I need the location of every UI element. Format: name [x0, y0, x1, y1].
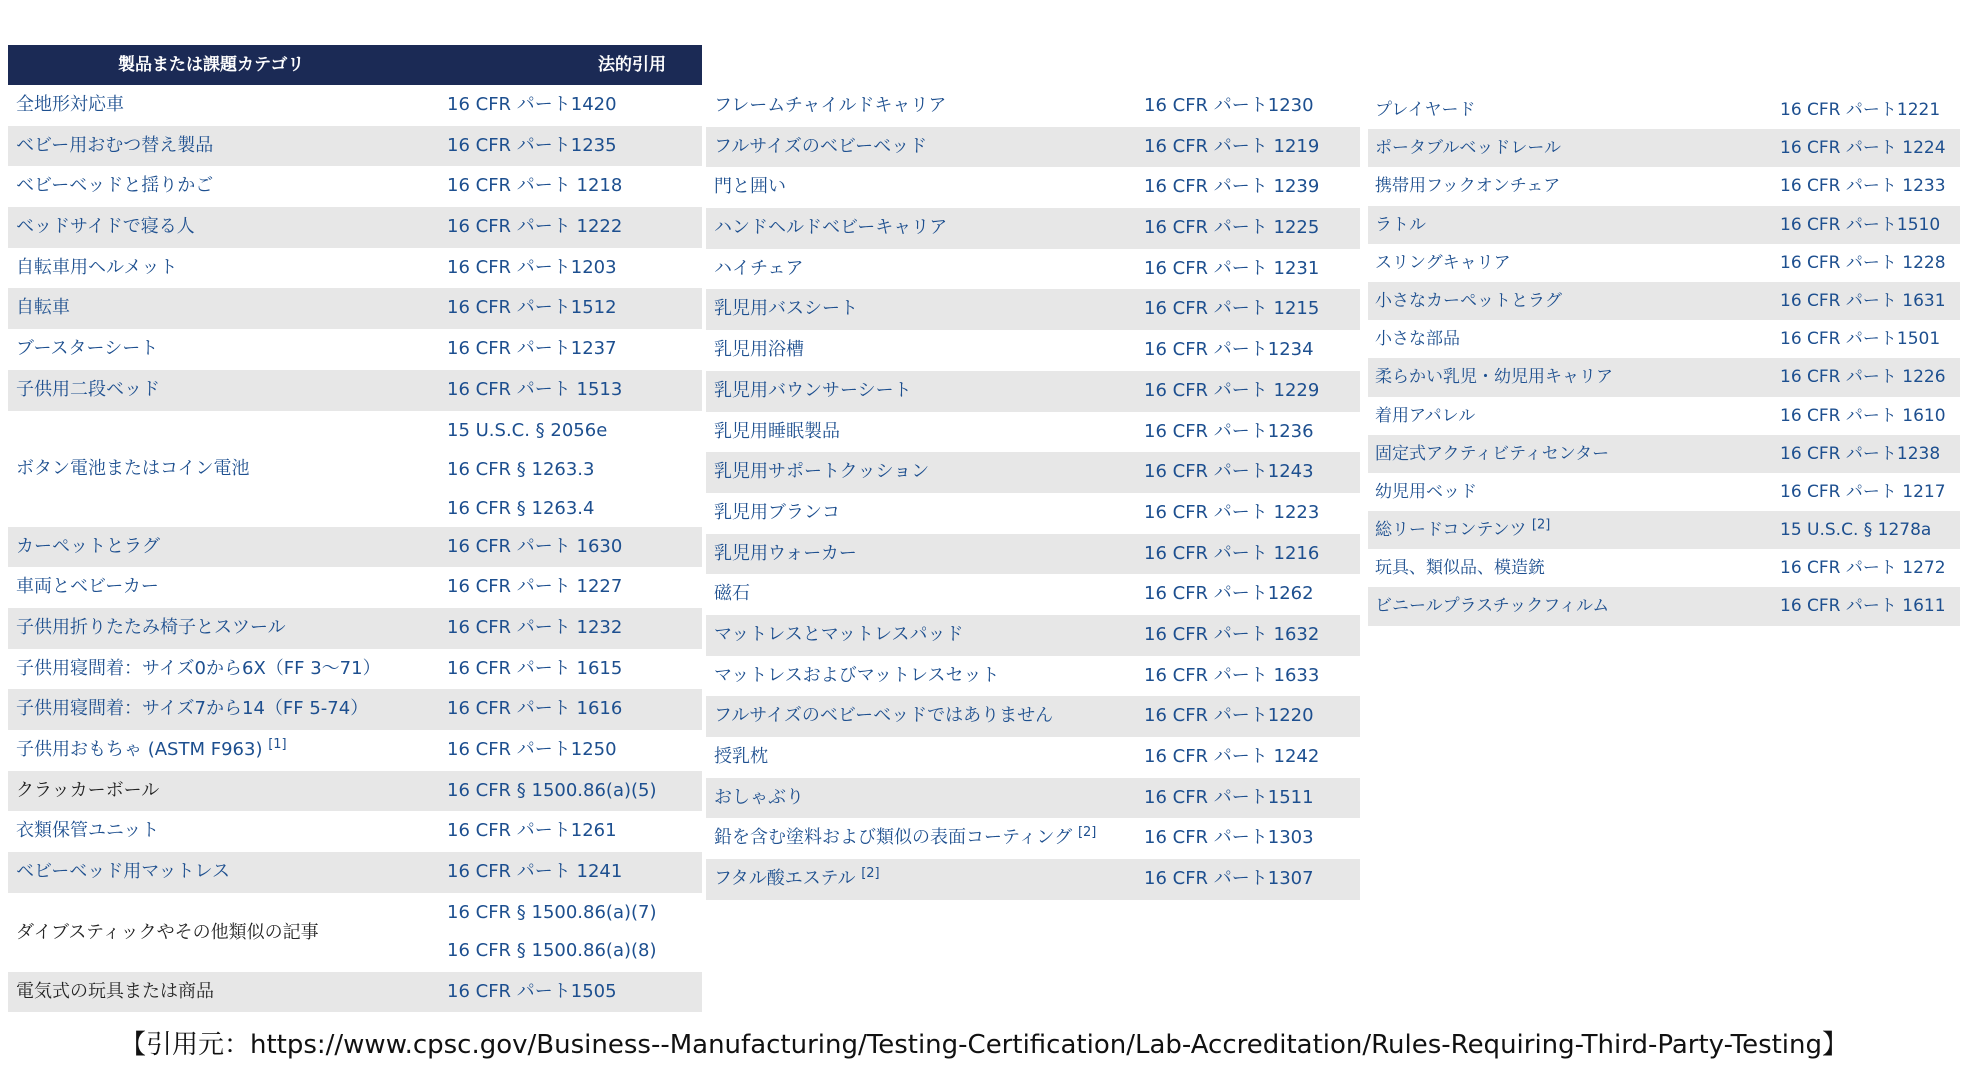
- citation-link[interactable]: 16 CFR § 1263.4: [447, 497, 595, 519]
- table-row: [1368, 91, 1960, 129]
- citation-link[interactable]: 16 CFR パート 1616: [447, 698, 623, 720]
- table-column-3: [1368, 91, 1960, 626]
- citation-link[interactable]: 16 CFR パート 1241: [447, 861, 623, 882]
- table-row: [706, 86, 1360, 127]
- citation-link[interactable]: 16 CFR パート1243: [1144, 461, 1314, 483]
- citation-link[interactable]: 15 U.S.C. § 2056e: [447, 419, 608, 441]
- citation-link[interactable]: 16 CFR パート1303: [1144, 827, 1314, 849]
- category-name: 玩具、類似品、模造銃: [1375, 558, 1545, 579]
- category-name: 授乳枕: [714, 746, 768, 767]
- category-name: 車両とベビーカー: [16, 576, 159, 598]
- table-row: [1368, 587, 1960, 625]
- category-name: ハイチェア: [714, 257, 804, 279]
- table-row: [8, 689, 702, 730]
- category-name: プレイヤード: [1375, 100, 1476, 120]
- citation-link[interactable]: 16 CFR パート 1611: [1780, 596, 1946, 617]
- citation-link[interactable]: 16 CFR パート 1225: [1144, 217, 1320, 239]
- table-row: [1368, 320, 1960, 358]
- citation-link[interactable]: 16 CFR パート1250: [447, 738, 617, 760]
- citation-link[interactable]: 16 CFR パート1307: [1144, 868, 1314, 890]
- citation-link[interactable]: 16 CFR パート 1610: [1780, 405, 1946, 426]
- table-row: [706, 371, 1360, 412]
- category-name: フルサイズのベビーベッドではありません: [714, 705, 1054, 727]
- table-row: [706, 656, 1360, 697]
- table-row: [1368, 473, 1960, 511]
- table-row: [8, 411, 702, 527]
- table-row: [1368, 358, 1960, 396]
- citation-link[interactable]: 16 CFR § 1500.86(a)(7): [447, 901, 657, 923]
- table-row: [706, 737, 1360, 778]
- citation-link[interactable]: 15 U.S.C. § 1278a: [1780, 520, 1932, 541]
- table-row: [706, 208, 1360, 249]
- table-row: [8, 972, 702, 1013]
- table-row: [1368, 435, 1960, 473]
- citation-link[interactable]: 16 CFR パート 1226: [1780, 367, 1946, 388]
- table-row: [8, 811, 702, 852]
- citation-link[interactable]: 16 CFR パート 1224: [1780, 138, 1946, 159]
- category-name: 自転車: [16, 297, 70, 319]
- citation-link[interactable]: 16 CFR パート1505: [447, 980, 617, 1002]
- citation-link[interactable]: 16 CFR パート1510: [1780, 214, 1941, 235]
- citation-link[interactable]: 16 CFR パート 1215: [1144, 298, 1320, 320]
- citation-link[interactable]: 16 CFR パート1235: [447, 134, 617, 156]
- category-name: ボタン電池またはコイン電池: [16, 457, 250, 479]
- citation-link[interactable]: 16 CFR パート 1630: [447, 535, 623, 557]
- citation-link[interactable]: 16 CFR § 1263.3: [447, 458, 595, 480]
- citation-link[interactable]: 16 CFR パート 1217: [1780, 481, 1946, 502]
- category-name: 乳児用睡眠製品: [714, 420, 840, 442]
- category-name: 電気式の玩具または商品: [16, 980, 214, 1002]
- citation-link[interactable]: 16 CFR パート1501: [1780, 329, 1941, 350]
- citation-link[interactable]: 16 CFR パート 1242: [1144, 746, 1320, 767]
- table-row: [8, 207, 702, 248]
- citation-link[interactable]: 16 CFR パート1262: [1144, 583, 1314, 605]
- citation-link[interactable]: 16 CFR § 1500.86(a)(8): [447, 939, 657, 961]
- citation-link[interactable]: 16 CFR パート1238: [1780, 443, 1941, 464]
- table-row: [1368, 206, 1960, 244]
- citation-link[interactable]: 16 CFR パート 1222: [447, 216, 623, 238]
- table-row: [706, 289, 1360, 330]
- table-row: [8, 771, 702, 812]
- footnote-ref[interactable]: [2]: [1077, 825, 1097, 841]
- category-name: 幼児用ベッド: [1375, 481, 1477, 502]
- table-row: [8, 649, 702, 690]
- citation-link[interactable]: 16 CFR パート 1223: [1144, 501, 1320, 523]
- category-name: カーペットとラグ: [16, 535, 160, 557]
- source-citation: 【引用元：https://www.cpsc.gov/Business--Manufacturing/Testing-Certification/Lab-Accreditation/Rules-Requiring-Third-Party-Testing】: [119, 1030, 1849, 1060]
- citation-link[interactable]: 16 CFR パート1236: [1144, 420, 1314, 442]
- table-header: [8, 45, 702, 85]
- category-name: 乳児用ウォーカー: [714, 542, 857, 564]
- category-name: 鉛を含む塗料および類似の表面コーティング [2]: [714, 825, 1097, 849]
- header-citation: 法的引用: [598, 55, 666, 75]
- citation-link[interactable]: 16 CFR § 1500.86(a)(5): [447, 779, 657, 801]
- citation-link[interactable]: 16 CFR パート 1633: [1144, 664, 1320, 686]
- footnote-ref[interactable]: [1]: [268, 736, 287, 752]
- category-name: ハンドヘルドベビーキャリア: [714, 217, 948, 239]
- table-row: [1368, 397, 1960, 435]
- table-row: [8, 288, 702, 329]
- table-row: [8, 248, 702, 289]
- category-name: 門と囲い: [714, 176, 786, 198]
- category-name: マットレスとマットレスパッド: [714, 623, 964, 645]
- citation-link[interactable]: 16 CFR パート1221: [1780, 100, 1941, 120]
- table-row: [706, 412, 1360, 453]
- table-row: [706, 167, 1360, 208]
- table-row: [8, 893, 702, 972]
- category-name: 磁石: [714, 583, 750, 605]
- citation-link[interactable]: 16 CFR パート1220: [1144, 705, 1314, 727]
- category-name: 乳児用バスシート: [714, 298, 858, 320]
- table-row: [8, 527, 702, 568]
- citation-link[interactable]: 16 CFR パート1511: [1144, 786, 1314, 808]
- table-row: [706, 696, 1360, 737]
- category-name: 乳児用サポートクッション: [714, 461, 930, 483]
- citation-link[interactable]: 16 CFR パート 1631: [1780, 290, 1946, 311]
- table-row: [706, 127, 1360, 168]
- table-row: [706, 778, 1360, 819]
- category-name: ラトル: [1375, 214, 1426, 235]
- category-name: 乳児用浴槽: [714, 339, 804, 361]
- category-name: フルサイズのベビーベッド: [714, 135, 928, 157]
- citation-link[interactable]: 16 CFR パート 1233: [1780, 176, 1946, 197]
- citation-link[interactable]: 16 CFR パート 1218: [447, 175, 623, 197]
- table-row: [1368, 129, 1960, 167]
- category-name: 自転車用ヘルメット: [16, 256, 178, 278]
- citation-link[interactable]: 16 CFR パート 1216: [1144, 542, 1320, 564]
- table-row: [706, 615, 1360, 656]
- citation-link[interactable]: 16 CFR パート 1227: [447, 576, 623, 598]
- table-row: [706, 818, 1360, 859]
- category-name: 着用アパレル: [1375, 405, 1476, 426]
- table-row: [8, 166, 702, 207]
- citation-link[interactable]: 16 CFR パート 1632: [1144, 623, 1320, 645]
- citation-link[interactable]: 16 CFR パート 1229: [1144, 379, 1320, 401]
- table-column-1: [8, 85, 702, 1012]
- category-name: 子供用二段ベッド: [16, 378, 160, 400]
- category-name: 小さなカーペットとラグ: [1375, 290, 1562, 311]
- category-name: ベビーベッド用マットレス: [16, 861, 231, 882]
- citation-link[interactable]: 16 CFR パート 1513: [447, 378, 623, 400]
- category-name: 携帯用フックオンチェア: [1375, 176, 1561, 197]
- category-name: ベッドサイドで寝る人: [16, 216, 195, 238]
- citation-link[interactable]: 16 CFR パート 1231: [1144, 257, 1320, 279]
- citation-link[interactable]: 16 CFR パート 1272: [1780, 558, 1946, 579]
- header-category: 製品または課題カテゴリ: [118, 55, 305, 75]
- category-name: 柔らかい乳児・幼児用キャリア: [1375, 367, 1613, 388]
- category-name: ポータブルベッドレール: [1375, 138, 1561, 159]
- category-name: 子供用寝間着：サイズ7から14（FF 5-74）: [16, 698, 369, 720]
- table-row: [1368, 549, 1960, 587]
- category-name: 子供用折りたたみ椅子とスツール: [16, 616, 286, 638]
- table-row: [1368, 282, 1960, 320]
- citation-link[interactable]: 16 CFR パート1234: [1144, 339, 1314, 361]
- table-row: [8, 730, 702, 771]
- table-row: [8, 852, 702, 893]
- table-row: [1368, 511, 1960, 549]
- table-row: [706, 859, 1360, 900]
- category-name: 総リードコンテンツ [2]: [1375, 517, 1551, 541]
- footnote-ref[interactable]: [2]: [861, 866, 880, 882]
- category-name: 子供用おもちゃ (ASTM F963) [1]: [16, 736, 287, 760]
- citation-link[interactable]: 16 CFR パート 1239: [1144, 176, 1320, 198]
- table-row: [8, 85, 702, 126]
- category-name: おしゃぶり: [714, 786, 804, 808]
- table-row: [706, 249, 1360, 290]
- citation-link[interactable]: 16 CFR パート1261: [447, 820, 617, 842]
- category-name: 全地形対応車: [16, 94, 124, 115]
- citation-link[interactable]: 16 CFR パート 1228: [1780, 252, 1946, 273]
- table-row: [8, 608, 702, 649]
- citation-link[interactable]: 16 CFR パート 1219: [1144, 135, 1320, 157]
- category-name: フタル酸エステル [2]: [714, 866, 880, 890]
- category-name: 乳児用バウンサーシート: [714, 379, 912, 401]
- table-column-2: [706, 86, 1360, 900]
- citation-link[interactable]: 16 CFR パート 1232: [447, 616, 623, 638]
- category-name: 小さな部品: [1375, 329, 1460, 350]
- table-row: [1368, 244, 1960, 282]
- category-name: クラッカーボール: [16, 779, 160, 801]
- table-row: [8, 567, 702, 608]
- category-name: 子供用寝間着：サイズ0から6X（FF 3～71）: [16, 657, 381, 679]
- category-name: 固定式アクティビティセンター: [1375, 443, 1610, 464]
- table-row: [706, 330, 1360, 371]
- citation-link[interactable]: 16 CFR パート1203: [447, 256, 617, 278]
- category-name: フレームチャイルドキャリア: [714, 95, 947, 116]
- category-name: ダイブスティックやその他類似の記事: [16, 921, 319, 943]
- table-row: [8, 370, 702, 411]
- table-row: [706, 452, 1360, 493]
- citation-link[interactable]: 16 CFR パート1512: [447, 297, 617, 319]
- citation-link[interactable]: 16 CFR パート1237: [447, 338, 617, 360]
- citation-link[interactable]: 16 CFR パート1230: [1144, 95, 1314, 116]
- category-name: ベビー用おむつ替え製品: [16, 134, 214, 156]
- table-row: [8, 126, 702, 167]
- category-name: 衣類保管ユニット: [16, 820, 160, 842]
- footnote-ref[interactable]: [2]: [1531, 517, 1551, 533]
- category-name: ビニールプラスチックフィルム: [1375, 596, 1610, 617]
- table-row: [706, 534, 1360, 575]
- table-row: [706, 493, 1360, 534]
- category-name: ブースターシート: [16, 338, 159, 360]
- category-name: ベビーベッドと揺りかご: [16, 175, 214, 197]
- citation-link[interactable]: 16 CFR パート1420: [447, 94, 617, 115]
- table-row: [1368, 167, 1960, 205]
- citation-link[interactable]: 16 CFR パート 1615: [447, 657, 623, 679]
- category-name: 乳児用ブランコ: [714, 501, 840, 523]
- category-name: スリングキャリア: [1375, 252, 1511, 273]
- table-row: [706, 574, 1360, 615]
- table-row: [8, 329, 702, 370]
- category-name: マットレスおよびマットレスセット: [714, 664, 1000, 686]
